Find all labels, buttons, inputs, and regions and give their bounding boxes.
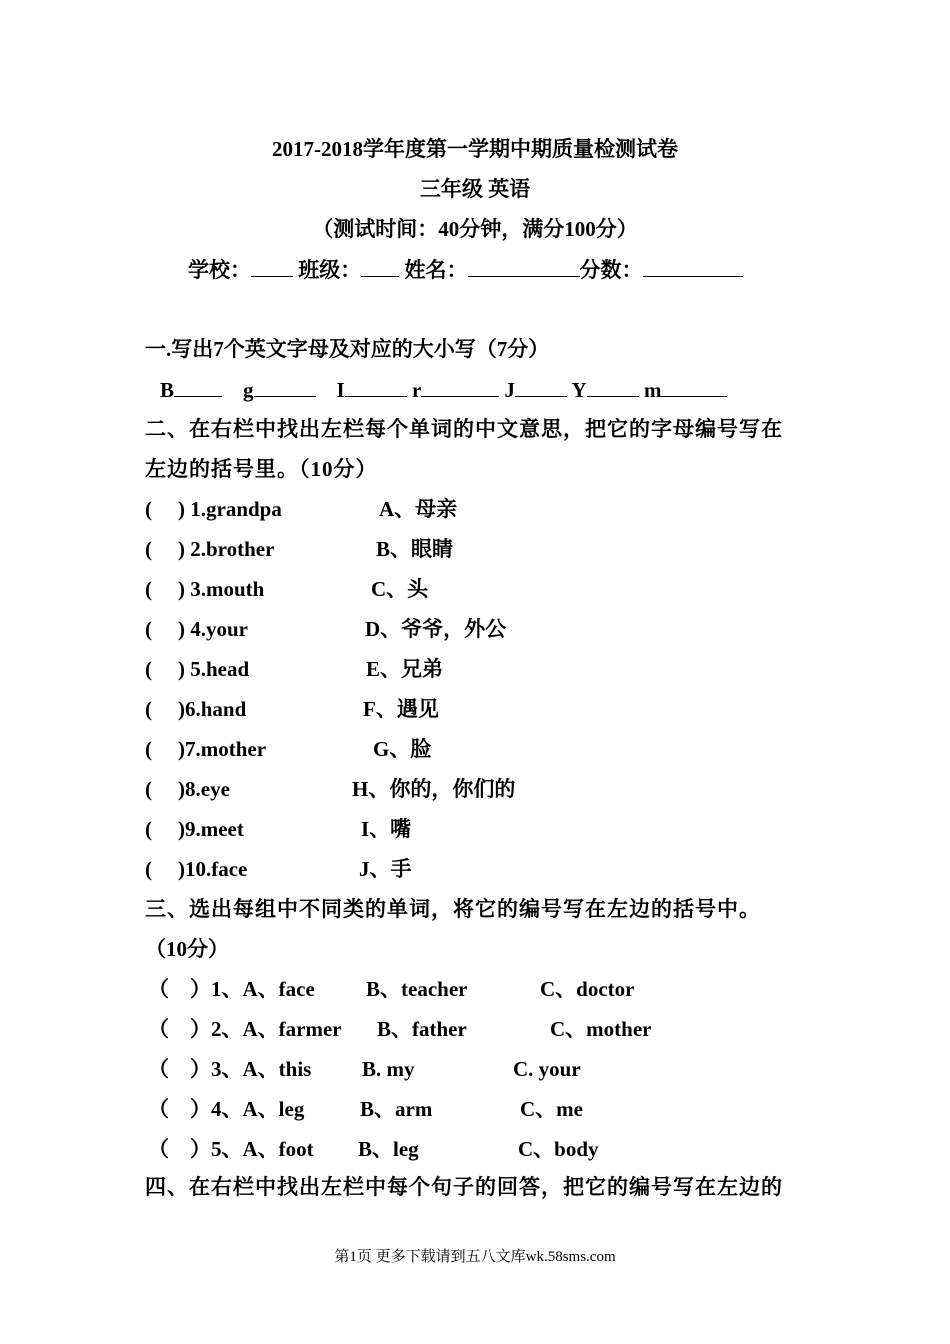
letter-blank[interactable]	[254, 376, 316, 397]
letter-blank[interactable]	[345, 376, 407, 397]
list-item-word: )7.mother	[178, 737, 267, 761]
letter-blank[interactable]	[515, 376, 567, 397]
list-item-option: J、手	[359, 857, 412, 881]
list-item-paren[interactable]: (	[145, 577, 152, 601]
list-item-word: )6.hand	[178, 697, 247, 721]
letter-item: g	[243, 378, 254, 402]
name-label: 姓名：	[404, 258, 468, 282]
page-subtitle: 三年级 英语	[419, 177, 531, 201]
list-item-paren[interactable]: (	[145, 537, 152, 561]
list-item-option: G、脸	[373, 737, 432, 761]
choice-item-a[interactable]: （ ）2、A、farmer	[148, 1017, 342, 1041]
section1-heading: 一.写出7个英文字母及对应的大小写（7分）	[145, 337, 550, 361]
choice-item-c: C、me	[520, 1097, 583, 1121]
section4-heading-line1: 四、在右栏中找出左栏中每个句子的回答，把它的编号写在左边的	[145, 1175, 783, 1199]
score-label: 分数：	[579, 258, 643, 282]
choice-item-b: B. my	[362, 1057, 415, 1081]
list-item-option: B、眼睛	[376, 537, 454, 561]
letters-row	[160, 376, 727, 403]
letter-item: m	[643, 378, 662, 402]
list-item-paren[interactable]: (	[145, 777, 152, 801]
choice-item-b: B、arm	[360, 1097, 433, 1121]
choice-item-c: C、body	[518, 1137, 599, 1161]
letter-blank[interactable]	[661, 376, 727, 397]
letter-blank[interactable]	[174, 376, 222, 397]
letter-item: r	[411, 378, 422, 402]
letter-blank[interactable]	[421, 376, 499, 397]
choice-item-c: C、mother	[550, 1017, 652, 1041]
section3-heading-line2: （10分）	[145, 937, 229, 961]
choice-item-a[interactable]: （ ）3、A、this	[148, 1057, 312, 1081]
score-blank[interactable]	[643, 256, 743, 277]
choice-item-a[interactable]: （ ）4、A、leg	[148, 1097, 305, 1121]
list-item-paren[interactable]: (	[145, 697, 152, 721]
letter-item: B	[160, 378, 175, 402]
name-blank[interactable]	[468, 256, 580, 277]
list-item-word: ) 5.head	[178, 657, 250, 681]
choice-item-c: C. your	[513, 1057, 581, 1081]
list-item-word: )8.eye	[178, 777, 230, 801]
list-item-paren[interactable]: (	[145, 497, 152, 521]
list-item-option: A、母亲	[379, 497, 458, 521]
choice-item-b: B、leg	[358, 1137, 419, 1161]
letter-blank[interactable]	[587, 376, 639, 397]
list-item-paren[interactable]: (	[145, 617, 152, 641]
time-info: （测试时间：40分钟，满分100分）	[312, 217, 638, 241]
school-label: 学校：	[188, 258, 251, 282]
list-item-option: H、你的，你们的	[352, 777, 516, 801]
list-item-word: ) 3.mouth	[178, 577, 265, 601]
section2-heading-line1: 二、在右栏中找出左栏每个单词的中文意思，把它的字母编号写在	[145, 417, 783, 441]
letter-item: Y	[571, 378, 587, 402]
section2-heading-line2: 左边的括号里。（10分）	[145, 457, 378, 481]
list-item-option: E、兄弟	[366, 657, 444, 681]
choice-item-b: B、father	[377, 1017, 467, 1041]
section3-heading-line1: 三、选出每组中不同类的单词，将它的编号写在左边的括号中。	[145, 897, 761, 921]
list-item-paren[interactable]: (	[145, 857, 152, 881]
list-item-option: I、嘴	[361, 817, 412, 841]
class-blank[interactable]	[361, 256, 399, 277]
list-item-word: ) 2.brother	[178, 537, 275, 561]
choice-item-a[interactable]: （ ）5、A、foot	[148, 1137, 314, 1161]
school-blank[interactable]	[251, 256, 293, 277]
list-item-word: )9.meet	[178, 817, 244, 841]
list-item-option: F、遇见	[363, 697, 439, 721]
list-item-paren[interactable]: (	[145, 657, 152, 681]
list-item-paren[interactable]: (	[145, 737, 152, 761]
page-footer: 第1页 更多下载请到五八文库wk.58sms.com	[334, 1249, 616, 1265]
class-label: 班级：	[298, 258, 362, 282]
choice-item-a[interactable]: （ ）1、A、face	[148, 977, 315, 1001]
list-item-paren[interactable]: (	[145, 817, 152, 841]
choice-item-c: C、doctor	[540, 977, 635, 1001]
page-title: 2017-2018学年度第一学期中期质量检测试卷	[272, 137, 678, 161]
list-item-word: )10.face	[178, 857, 248, 881]
letter-item: I	[336, 378, 345, 402]
list-item-word: ) 4.your	[178, 617, 248, 641]
list-item-word: ) 1.grandpa	[178, 497, 282, 521]
letter-item: J	[504, 378, 516, 402]
list-item-option: C、头	[371, 577, 429, 601]
list-item-option: D、爷爷，外公	[365, 617, 507, 641]
info-line	[188, 256, 743, 283]
choice-item-b: B、teacher	[366, 977, 468, 1001]
